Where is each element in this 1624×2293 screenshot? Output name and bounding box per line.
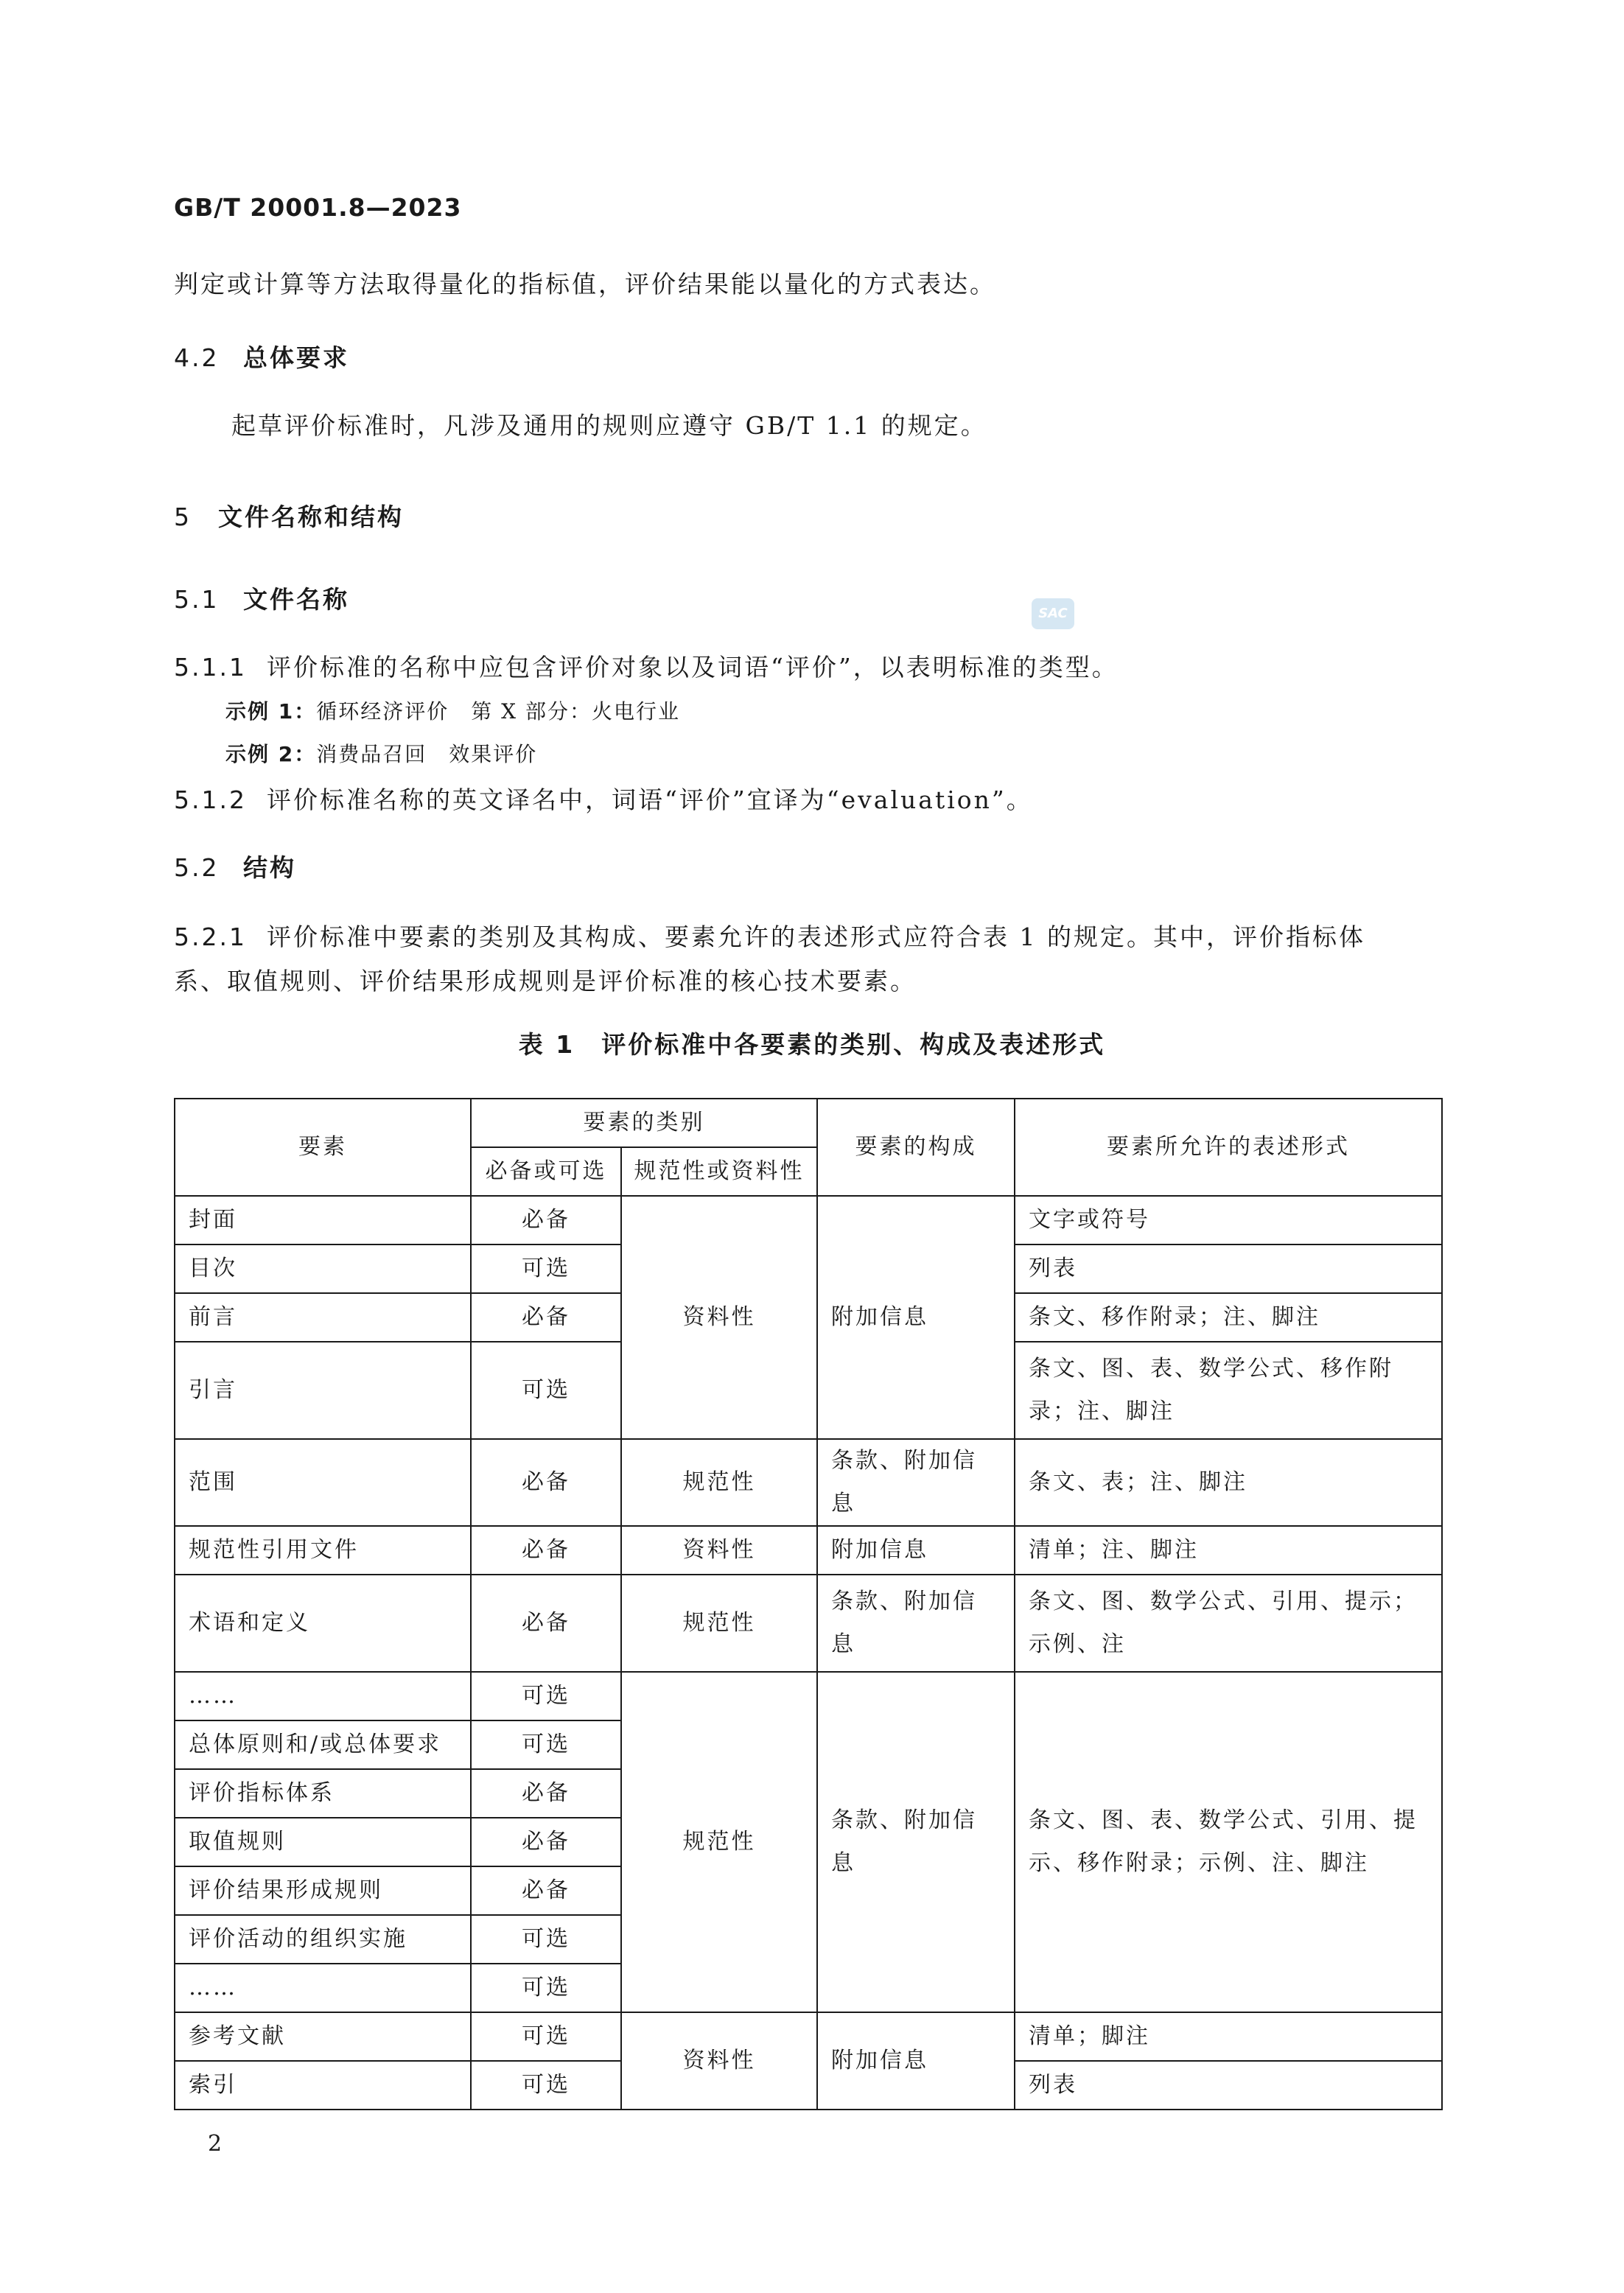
cell-forms: 条文、表；注、脚注 xyxy=(1015,1439,1442,1526)
header-nature: 规范性或资料性 xyxy=(621,1147,817,1196)
cell-element: 前言 xyxy=(175,1293,471,1342)
example-2 xyxy=(225,738,537,768)
cell-forms: 清单；脚注 xyxy=(1015,2012,1442,2061)
cell-required: 可选 xyxy=(471,2061,621,2110)
section-title: 文件名称 xyxy=(243,585,349,614)
cell-composition: 条款、附加信息 xyxy=(817,1575,1015,1672)
cell-required: 可选 xyxy=(471,1342,621,1439)
cell-element: 目次 xyxy=(175,1244,471,1293)
cell-forms: 条文、图、表、数学公式、移作附录；注、脚注 xyxy=(1015,1342,1442,1439)
cell-composition-group-3: 附加信息 xyxy=(817,2012,1015,2110)
example-1 xyxy=(225,696,680,725)
cell-required: 可选 xyxy=(471,1672,621,1720)
cell-element: 范围 xyxy=(175,1439,471,1526)
header-element: 要素 xyxy=(175,1099,471,1196)
cell-nature-group-3: 资料性 xyxy=(621,2012,817,2110)
page-number: 2 xyxy=(208,2131,223,2157)
cell-nature-group-1: 资料性 xyxy=(621,1196,817,1439)
example-text: 消费品召回 效果评价 xyxy=(316,742,538,766)
example-text: 循环经济评价 第 X 部分：火电行业 xyxy=(316,699,680,724)
cell-required: 必备 xyxy=(471,1526,621,1575)
clause-text: 评价标准的名称中应包含评价对象以及词语“评价”，以表明标准的类型。 xyxy=(267,653,1119,682)
cell-required: 可选 xyxy=(471,2012,621,2061)
cell-forms: 列表 xyxy=(1015,1244,1442,1293)
cell-element: 索引 xyxy=(175,2061,471,2110)
cell-composition: 条款、附加信息 xyxy=(817,1439,1015,1526)
cell-required: 可选 xyxy=(471,1720,621,1769)
table-row xyxy=(175,1526,1442,1575)
header-forms: 要素所允许的表述形式 xyxy=(1015,1099,1442,1196)
section-5-1-heading xyxy=(174,581,349,615)
clause-number: 5.1.2 xyxy=(174,785,247,814)
cell-element: 规范性引用文件 xyxy=(175,1526,471,1575)
section-title: 结构 xyxy=(243,853,296,882)
cell-composition-group-2: 条款、附加信息 xyxy=(817,1672,1015,2012)
cell-forms: 文字或符号 xyxy=(1015,1196,1442,1244)
cell-nature: 规范性 xyxy=(621,1575,817,1672)
cell-required: 必备 xyxy=(471,1575,621,1672)
cell-element: 评价活动的组织实施 xyxy=(175,1915,471,1964)
section-4-2-heading xyxy=(174,339,349,374)
clause-text: 评价标准名称的英文译名中，词语“评价”宜译为“evaluation”。 xyxy=(267,785,1033,814)
section-title: 文件名称和结构 xyxy=(218,503,404,531)
cell-element: 术语和定义 xyxy=(175,1575,471,1672)
cell-composition: 附加信息 xyxy=(817,1526,1015,1575)
section-number: 5.1 xyxy=(174,585,220,614)
cell-element: 评价结果形成规则 xyxy=(175,1866,471,1915)
table-title: 表 1 评价标准中各要素的类别、构成及表述形式 xyxy=(518,1030,1106,1059)
section-number: 4.2 xyxy=(174,343,220,372)
cell-required: 必备 xyxy=(471,1769,621,1818)
section-4-2-text: 起草评价标准时，凡涉及通用的规则应遵守 GB/T 1.1 的规定。 xyxy=(231,411,987,440)
cell-element: 取值规则 xyxy=(175,1818,471,1866)
cell-nature: 规范性 xyxy=(621,1439,817,1526)
cell-nature: 资料性 xyxy=(621,1526,817,1575)
cell-element: 参考文献 xyxy=(175,2012,471,2061)
clause-5-2-1-line-1 xyxy=(174,918,1365,953)
section-title: 总体要求 xyxy=(243,343,349,372)
cell-element: …… xyxy=(175,1964,471,2012)
cell-required: 必备 xyxy=(471,1293,621,1342)
header-required: 必备或可选 xyxy=(471,1147,621,1196)
table-row xyxy=(175,2012,1442,2061)
document-code: GB/T 20001.8—2023 xyxy=(174,193,462,222)
cell-required: 必备 xyxy=(471,1818,621,1866)
sac-watermark-logo: SAC xyxy=(1032,598,1074,629)
cell-forms: 条文、移作附录；注、脚注 xyxy=(1015,1293,1442,1342)
cell-element: …… xyxy=(175,1672,471,1720)
clause-5-1-1 xyxy=(174,648,1119,683)
section-number: 5.2 xyxy=(174,853,220,882)
cell-required: 必备 xyxy=(471,1196,621,1244)
cell-required: 可选 xyxy=(471,1964,621,2012)
example-label: 示例 2： xyxy=(225,742,317,766)
header-category: 要素的类别 xyxy=(471,1099,817,1147)
table-header-row xyxy=(175,1099,1442,1147)
cell-element: 评价指标体系 xyxy=(175,1769,471,1818)
cell-required: 可选 xyxy=(471,1915,621,1964)
clause-number: 5.1.1 xyxy=(174,653,247,682)
table-row xyxy=(175,1439,1442,1526)
table-row xyxy=(175,1575,1442,1672)
cell-element: 引言 xyxy=(175,1342,471,1439)
cell-element: 封面 xyxy=(175,1196,471,1244)
cell-forms-group-2: 条文、图、表、数学公式、引用、提示、移作附录；示例、注、脚注 xyxy=(1015,1672,1442,2012)
continuation-text: 判定或计算等方法取得量化的指标值，评价结果能以量化的方式表达。 xyxy=(174,270,996,298)
section-number: 5 xyxy=(174,503,192,531)
section-5-heading xyxy=(174,498,404,533)
example-label: 示例 1： xyxy=(225,699,317,724)
cell-forms: 清单；注、脚注 xyxy=(1015,1526,1442,1575)
clause-5-2-1-line-2: 系、取值规则、评价结果形成规则是评价标准的核心技术要素。 xyxy=(174,967,917,995)
clause-5-1-2 xyxy=(174,781,1033,816)
elements-table xyxy=(174,1098,1443,2110)
table-row xyxy=(175,1196,1442,1244)
header-composition: 要素的构成 xyxy=(817,1099,1015,1196)
cell-forms: 条文、图、数学公式、引用、提示；示例、注 xyxy=(1015,1575,1442,1672)
cell-element: 总体原则和/或总体要求 xyxy=(175,1720,471,1769)
cell-required: 必备 xyxy=(471,1866,621,1915)
clause-number: 5.2.1 xyxy=(174,923,247,951)
cell-required: 可选 xyxy=(471,1244,621,1293)
cell-composition-group-1: 附加信息 xyxy=(817,1196,1015,1439)
cell-required: 必备 xyxy=(471,1439,621,1526)
cell-nature-group-2: 规范性 xyxy=(621,1672,817,2012)
table-row xyxy=(175,1672,1442,1720)
cell-forms: 列表 xyxy=(1015,2061,1442,2110)
clause-text: 评价标准中要素的类别及其构成、要素允许的表述形式应符合表 1 的规定。其中，评价指标体 xyxy=(267,923,1365,951)
section-5-2-heading xyxy=(174,849,296,883)
